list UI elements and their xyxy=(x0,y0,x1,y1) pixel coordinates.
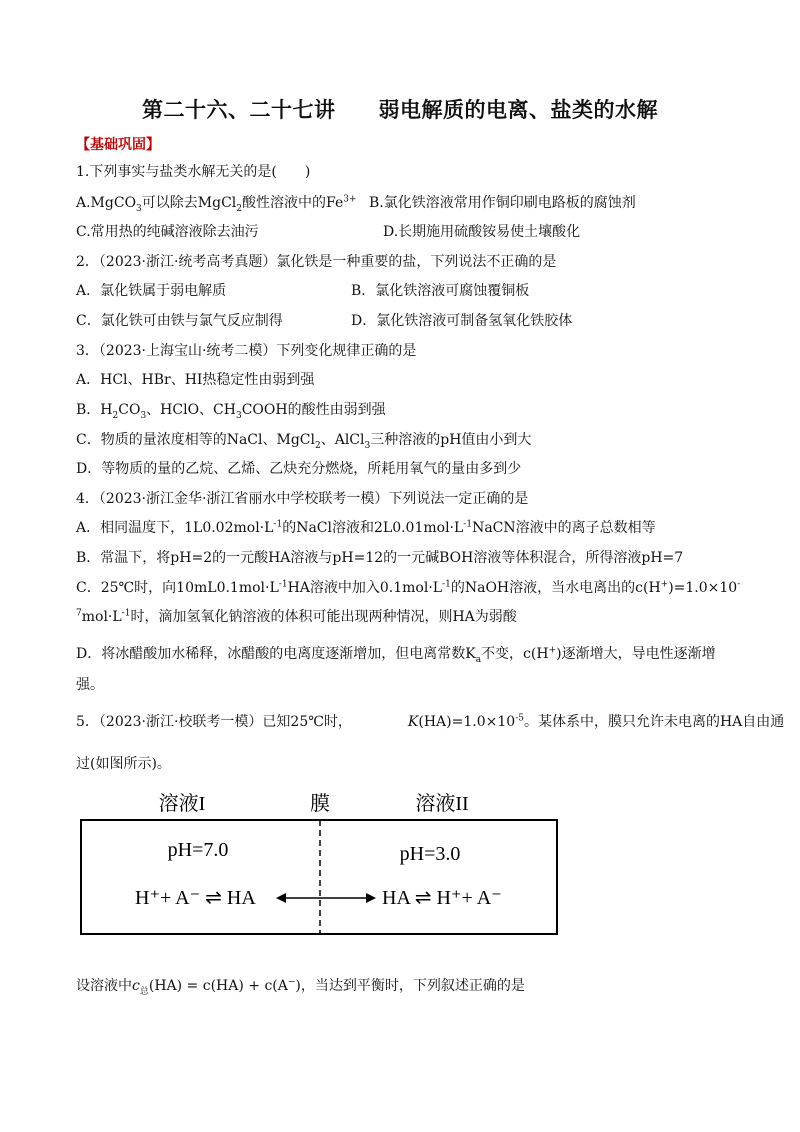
q3-option-a: A．HCl、HBr、HI热稳定性由弱到强 xyxy=(76,372,315,388)
arrow-head-right xyxy=(366,893,376,903)
equilibrium-left: H⁺+ A⁻ ⇌ HA xyxy=(135,887,256,909)
q4-option-c-cont: $^7mol\cdot L^{-1}$时，滴加氢氧化钠溶液的体积可能出现两种情况，则HA为弱酸 xyxy=(76,608,517,625)
page-title: 第二十六、二十七讲 弱电解质的电离、盐类的水解 xyxy=(142,97,658,122)
q4-option-b: B．常温下，将pH=2的一元酸HA溶液与pH=12的一元碱BOH溶液等体积混合，所得溶液pH=7 xyxy=(76,550,684,566)
q1-option-a: A.MgCO$_3$可以除去MgCl$_2$酸性溶液中的$Fe^{3+}$ xyxy=(76,194,357,214)
q4-option-c: C．25℃时，向$10mL0.1mol\cdot L^{-1}HA$溶液中加入$0.1mol\cdot L^{-1}$的NaOH溶液，当水电离出的c(H+)=1.0×10- xyxy=(76,579,741,596)
q4-option-d: D．将冰醋酸加水稀释，冰醋酸的电离度逐渐增加，但电离常数$K_a$不变，c(H+)逐渐增大，导电性逐渐增 xyxy=(76,645,716,665)
q3-option-b: B．$H_2CO_3$、HClO、$CH_3COOH$的酸性由弱到强 xyxy=(76,402,386,421)
label-membrane: 膜 xyxy=(310,793,330,815)
ph-solution-2: pH=3.0 xyxy=(399,843,461,865)
q2-option-a: A．氯化铁属于弱电解质 xyxy=(76,283,227,299)
section-label: 【基础巩固】 xyxy=(76,137,160,153)
ph-solution-1: pH=7.0 xyxy=(167,839,229,861)
q3-option-c: C．物质的量浓度相等的NaCl、MgCl$_2$、AlCl$_3$三种溶液的pH值由小到大 xyxy=(76,432,532,451)
q1-option-d: D.长期施用硫酸铵易使土壤酸化 xyxy=(383,224,581,240)
q2-stem: 2．（2023·浙江·统考高考真题）氯化铁是一种重要的盐，下列说法不正确的是 xyxy=(76,254,557,270)
q1-option-c: C.常用热的纯碱溶液除去油污 xyxy=(76,224,259,240)
arrow-head-left xyxy=(276,893,286,903)
q5-stem-cont: 过(如图所示)。 xyxy=(76,756,171,772)
q4-stem: 4．（2023·浙江金华·浙江省丽水中学校联考一模）下列说法一定正确的是 xyxy=(76,491,529,507)
q2-option-b: B．氯化铁溶液可腐蚀覆铜板 xyxy=(351,283,530,299)
container-box xyxy=(81,820,557,934)
q1-option-b: B.氯化铁溶液常用作铜印刷电路板的腐蚀剂 xyxy=(369,195,636,211)
equilibrium-right: HA ⇌ H⁺+ A⁻ xyxy=(382,887,502,909)
label-solution-2: 溶液II xyxy=(415,793,469,815)
q2-option-d: D．氯化铁溶液可制备氢氧化铁胶体 xyxy=(351,313,573,329)
q5-condition: 设溶液中$c_总(HA) = c(HA) + c(A^-)$，当达到平衡时，下列叙述正确的是 xyxy=(76,977,525,997)
q2-option-c: C．氯化铁可由铁与氯气反应制得 xyxy=(76,313,283,329)
q4-option-a: A．相同温度下，$1L0.02mol\cdot L^{-1}$的NaCl溶液和$2L0.01mol\cdot L^{-1}NaCN$溶液中的离子总数相等 xyxy=(76,519,656,536)
q3-option-d: D．等物质的量的乙烷、乙烯、乙炔充分燃烧，所耗用氧气的量由多到少 xyxy=(76,461,522,477)
q1-stem: 1.下列事实与盐类水解无关的是( ) xyxy=(76,164,311,180)
label-solution-1: 溶液I xyxy=(158,793,206,815)
q3-stem: 3．（2023·上海宝山·统考二模）下列变化规律正确的是 xyxy=(76,343,417,359)
q5-stem: 5．（2023·浙江·校联考一模）已知25℃时， $K(HA)=1.0\times 10^{-5}$。某体系中，膜只允许未电离的HA自由通 xyxy=(76,713,785,730)
q4-option-d-cont: 强。 xyxy=(76,677,104,693)
membrane-diagram xyxy=(80,788,560,938)
